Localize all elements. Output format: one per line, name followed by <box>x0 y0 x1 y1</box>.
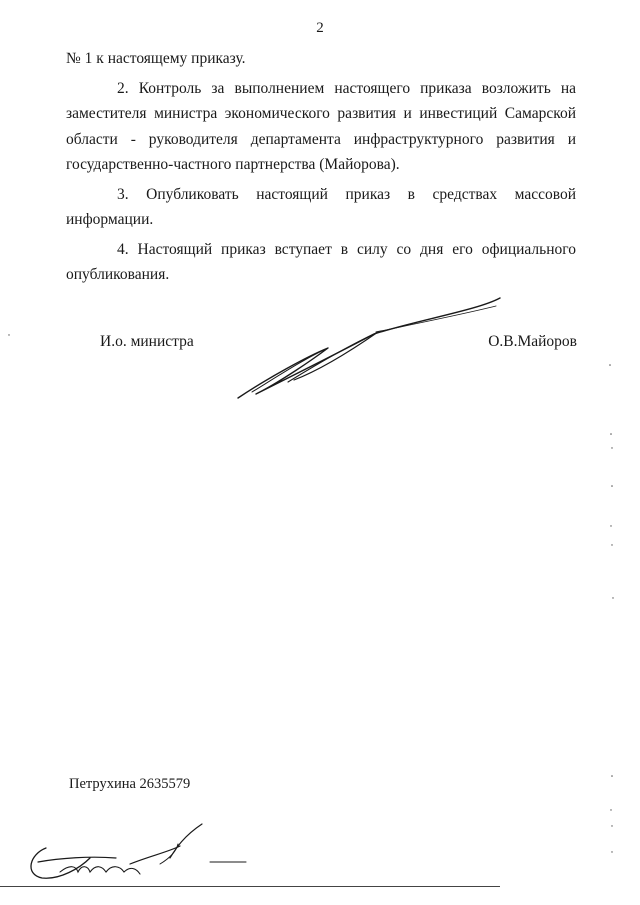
approval-initials-signature <box>20 822 260 888</box>
signatory-name: О.В.Майоров <box>488 333 577 350</box>
paragraph-item-4: 4. Настоящий приказ вступает в силу со дня его официального опубликования. <box>66 240 576 283</box>
page-number: 2 <box>316 20 324 36</box>
footer-rule <box>0 886 500 887</box>
paragraph-item-2: 2. Контроль за выполнением настоящего приказа возложить на заместителя министра экономического развития и инвестиций Самарской области - руководителя департамента инфраструктурного развития и государственно-частного партнерства (Майорова). <box>66 79 576 173</box>
paragraph-item-3: 3. Опубликовать настоящий приказ в средствах массовой информации. <box>66 185 576 228</box>
paragraph-continuation: № 1 к настоящему приказу. <box>66 50 246 67</box>
executor-contact: Петрухина 2635579 <box>69 776 191 792</box>
signatory-title: И.о. министра <box>100 333 194 350</box>
handwritten-signature <box>228 292 508 404</box>
document-body <box>66 46 576 288</box>
